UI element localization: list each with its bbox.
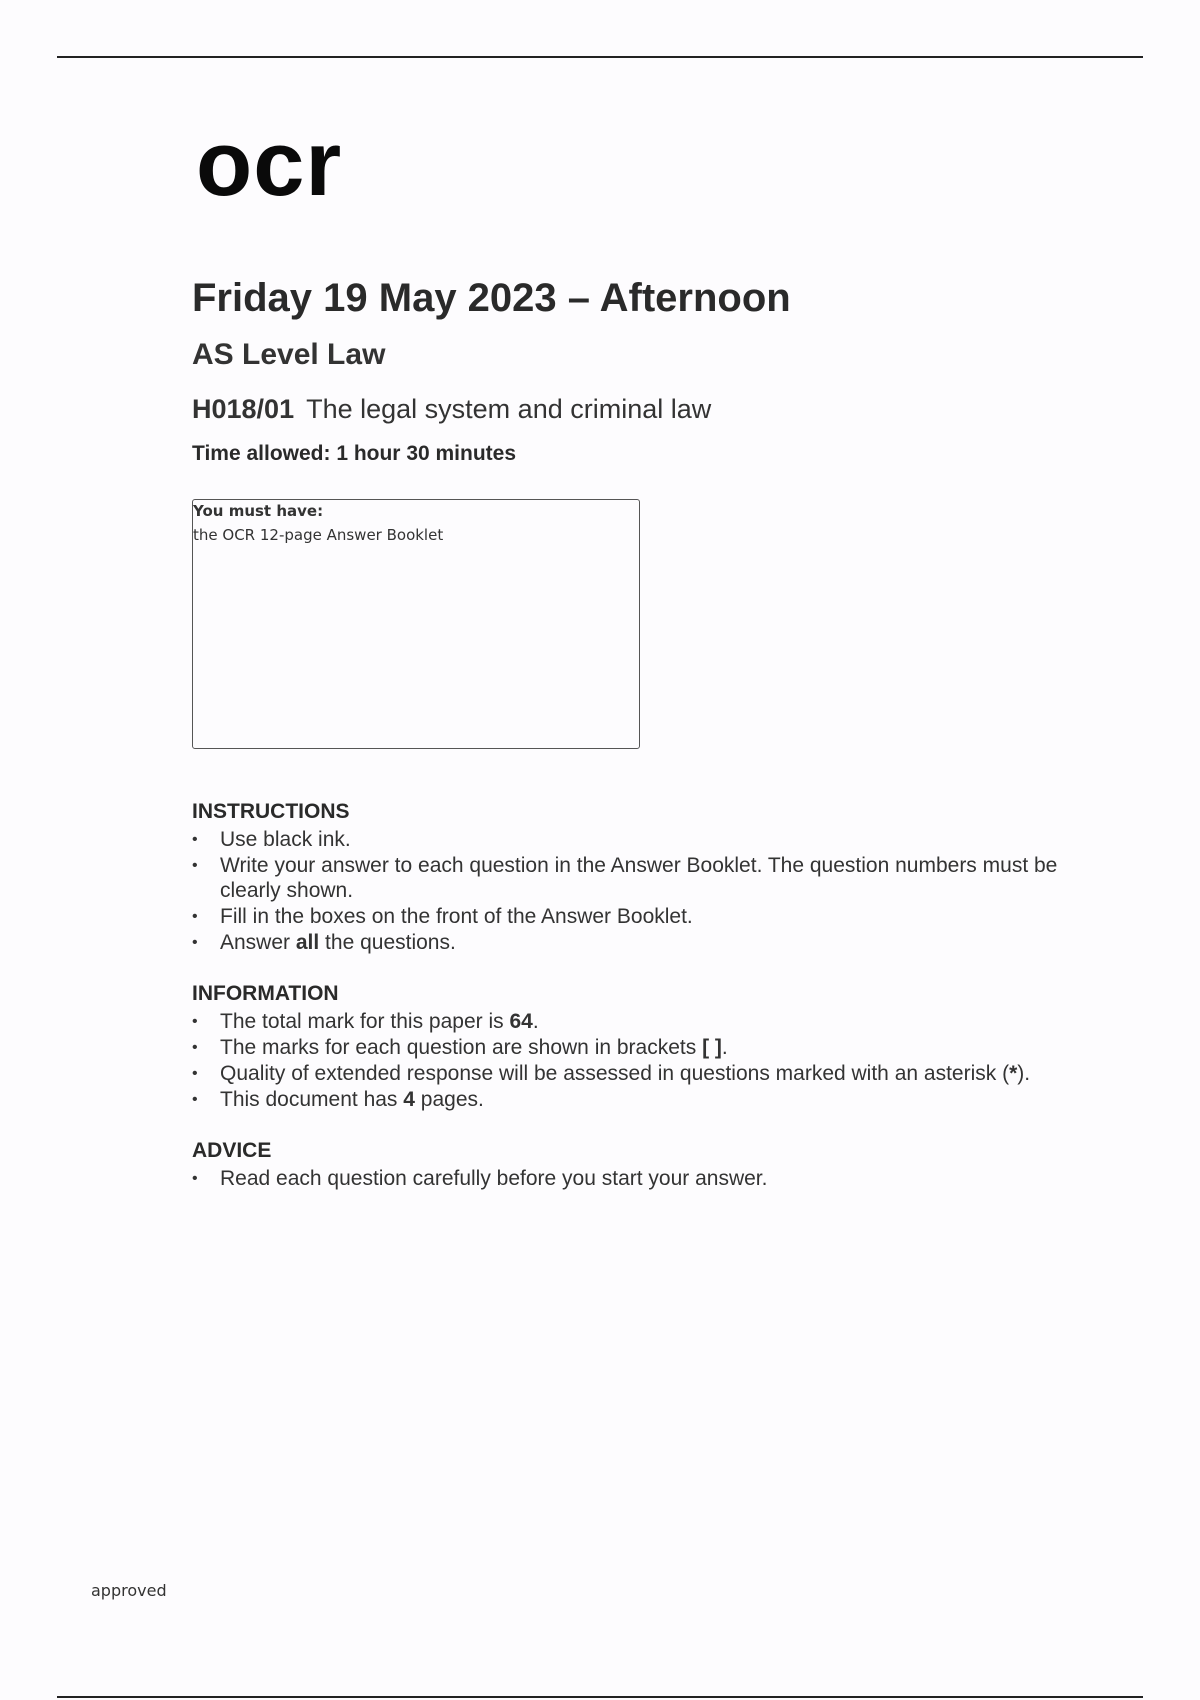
bullet-icon: • bbox=[192, 1039, 198, 1056]
must-have-item: the OCR 12-page Answer Booklet bbox=[193, 526, 444, 544]
list-item-emphasis: [ ] bbox=[702, 1036, 722, 1059]
bullet-icon: • bbox=[192, 857, 198, 874]
bullet-icon: • bbox=[192, 934, 198, 951]
bullet-icon: • bbox=[192, 831, 198, 848]
paper-line bbox=[192, 394, 711, 425]
list-item-text: Fill in the boxes on the front of the Answer Booklet. bbox=[220, 905, 693, 928]
advice-list bbox=[192, 1166, 1072, 1191]
list-item-text: The total mark for this paper is bbox=[220, 1010, 510, 1033]
list-item-text: The marks for each question are shown in brackets bbox=[220, 1036, 703, 1059]
list-item bbox=[192, 930, 1072, 955]
instructions-section bbox=[192, 799, 1072, 956]
bullet-icon: • bbox=[192, 1170, 198, 1187]
instructions-list bbox=[192, 827, 1072, 955]
list-item bbox=[192, 1009, 1112, 1034]
bullet-icon: • bbox=[192, 1013, 198, 1030]
bullet-icon: • bbox=[192, 1065, 198, 1082]
list-item-text: Quality of extended response will be assessed in questions marked with an asterisk ( bbox=[220, 1062, 1010, 1085]
list-item-text: Write your answer to each question in the Answer Booklet. The question numbers must be clearly shown. bbox=[220, 854, 1058, 902]
list-item-text: Use black ink. bbox=[220, 828, 351, 851]
list-item-emphasis: * bbox=[1009, 1062, 1018, 1085]
list-item-text: Read each question carefully before you start your answer. bbox=[220, 1167, 768, 1190]
list-item bbox=[192, 1087, 1112, 1112]
list-item-text: Answer bbox=[220, 931, 296, 954]
bullet-icon: • bbox=[192, 908, 198, 925]
list-item bbox=[192, 1035, 1112, 1060]
list-item-emphasis: 4 bbox=[403, 1088, 415, 1111]
must-have-heading: You must have: bbox=[193, 502, 324, 520]
list-item bbox=[192, 853, 1072, 903]
must-have-box bbox=[192, 499, 640, 749]
list-item-text: the questions. bbox=[319, 931, 456, 954]
list-item bbox=[192, 1166, 1072, 1191]
list-item-emphasis: 64 bbox=[509, 1010, 533, 1033]
top-rule bbox=[57, 56, 1143, 58]
advice-heading: ADVICE bbox=[192, 1139, 272, 1162]
list-item-text: . bbox=[721, 1036, 728, 1059]
information-heading: INFORMATION bbox=[192, 982, 339, 1005]
ocr-logo: ocr bbox=[196, 113, 343, 215]
list-item-text: . bbox=[532, 1010, 539, 1033]
list-item-emphasis: all bbox=[295, 931, 320, 954]
list-item-text: pages. bbox=[414, 1088, 484, 1111]
bottom-rule bbox=[57, 1696, 1143, 1698]
list-item bbox=[192, 827, 1072, 852]
information-list bbox=[192, 1009, 1112, 1112]
instructions-heading: INSTRUCTIONS bbox=[192, 800, 350, 823]
list-item-text: ). bbox=[1017, 1062, 1031, 1085]
approved-stamp: approved bbox=[91, 1581, 167, 1600]
list-item bbox=[192, 904, 1072, 929]
time-allowed: Time allowed: 1 hour 30 minutes bbox=[192, 442, 517, 465]
information-section bbox=[192, 981, 1112, 1113]
list-item bbox=[192, 1061, 1112, 1086]
list-item-text: This document has bbox=[220, 1088, 404, 1111]
bullet-icon: • bbox=[192, 1091, 198, 1108]
subject-title: AS Level Law bbox=[192, 338, 386, 371]
advice-section bbox=[192, 1138, 1072, 1192]
exam-date-title: Friday 19 May 2023 – Afternoon bbox=[192, 276, 791, 320]
paper-code: H018/01 bbox=[192, 394, 295, 424]
paper-title: The legal system and criminal law bbox=[306, 394, 712, 424]
